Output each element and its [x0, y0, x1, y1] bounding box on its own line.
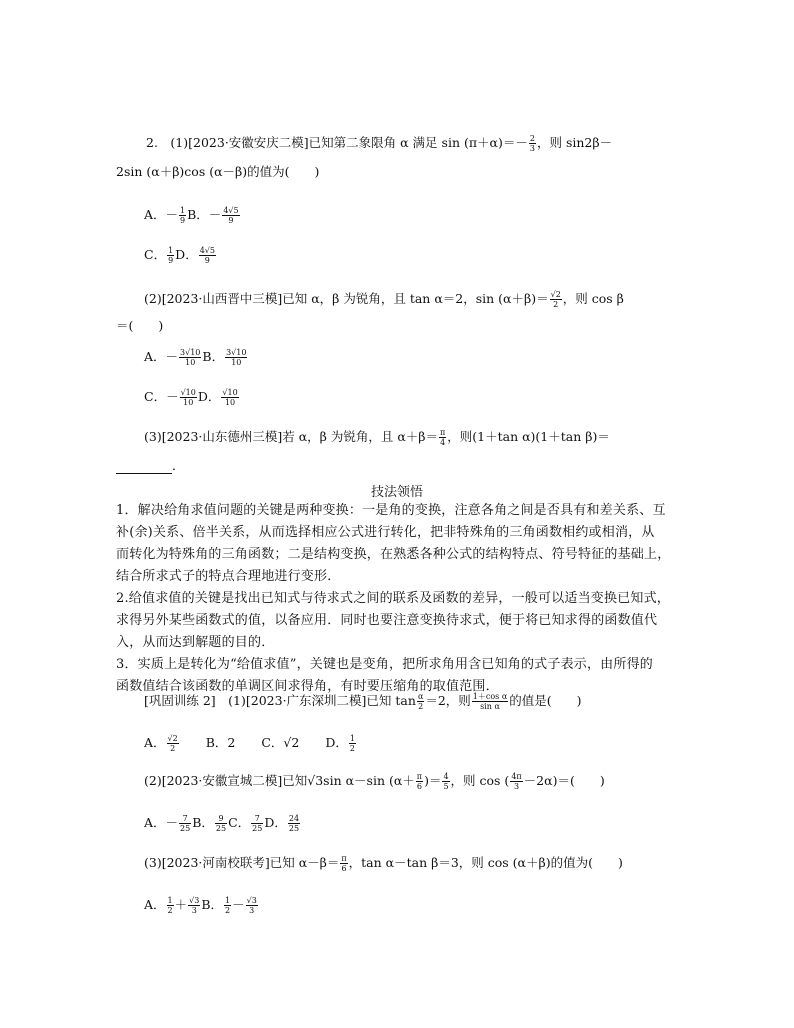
q2-part2-line1: (2)[2023·山西晋中三模]已知 α，β 为锐角，且 tan α＝2，sin (α＋β)＝ $\frac{√2}{2}$ ，则 cos β [144, 290, 624, 309]
fraction: $\frac{4√5}{9}$ [223, 206, 239, 225]
tips-line: 函数值结合该函数的单调区间求得角，有时要压缩角的取值范围． [116, 679, 499, 694]
fraction: $\frac{\alpha}{2}$ [417, 692, 424, 711]
q2-part1-options-cd: C． $\frac{1}{9}$ D． $\frac{4√5}{9}$ [144, 246, 215, 265]
fraction: $\frac{√3}{3}$ [189, 896, 200, 915]
fraction: $\frac{1}{2}$ [349, 734, 355, 753]
tips-line: 3．实质上是转化为“给值求值”，关键也是变角，把所求角用含已知角的式子表示，由所得的 [116, 657, 653, 672]
tips-line: 求得另外某些函数式的值，以备应用．同时也要注意变换待求式，便于将已知求得的函数值代 [116, 613, 658, 628]
fraction: $\frac{1}{2}$ [167, 896, 173, 915]
practice-part3-line: (3)[2023·河南校联考]已知 α－β＝ $\frac{\pi}{6}$ ，tan α－tan β＝3，则 cos (α＋β)的值为( ) [144, 854, 623, 873]
fraction: $\frac{4}{5}$ [443, 772, 449, 791]
tips-heading: 技法领悟 [370, 485, 423, 500]
answer-blank[interactable] [116, 461, 172, 474]
q2-part1-line2: 2sin (α＋β)cos (α－β)的值为( ) [116, 164, 320, 179]
fraction: $\frac{3√10}{10}$ [180, 348, 201, 367]
q2-part2-options-ab: A．－ $\frac{3√10}{10}$ B． $\frac{3√10}{10}$ [144, 348, 247, 367]
q2-part1-options-ab: A．－ $\frac{1}{9}$ B．－ $\frac{4√5}{9}$ [144, 206, 239, 225]
fraction: $\frac{\pi}{6}$ [341, 854, 347, 873]
fraction: $\frac{1}{9}$ [168, 246, 174, 265]
fraction: $\frac{24}{25}$ [288, 814, 300, 833]
q2-part3-line2: ． [116, 458, 185, 474]
fraction: $\frac{7}{25}$ [252, 814, 263, 833]
fraction: $\frac{1}{9}$ [180, 206, 186, 225]
practice-part1-options: A． $\frac{√2}{2}$ B．2 C．√2 D． $\frac{1}{2}$ [144, 734, 355, 753]
tips-line: 2.给值求值的关键是找出已知式与待求式之间的联系及函数的差异，一般可以适当变换已知式， [116, 591, 671, 606]
practice-part1-line: [巩固训练 2] (1)[2023·广东深圳二模]已知 tan $\frac{\alpha}{2}$ ＝2，则 $\frac{\text{1＋cos α}}{\text{sin α}}$ 的值是( ) [144, 692, 582, 711]
fraction: $\frac{4\pi}{3}$ [511, 772, 522, 791]
fraction: $\frac{√2}{2}$ [167, 734, 178, 753]
fraction: $\frac{√10}{10}$ [180, 388, 196, 407]
practice-part3-options: A． $\frac{1}{2}$ ＋ $\frac{√3}{3}$ B． $\frac{1}{2}$ － $\frac{√3}{3}$ [144, 896, 257, 915]
fraction: $\frac{1}{2}$ [225, 896, 231, 915]
tips-line: 入，从而达到解题的目的． [116, 635, 275, 650]
q2-part2-line2: ＝( ) [116, 318, 164, 333]
q2-part1-line1: 2. (1)[2023·安徽安庆二模]已知第二象限角 α 满足 sin (π＋α)＝－ $\frac{2}{3}$ ，则 sin2β－ [146, 134, 613, 153]
tips-line: 补(余)关系、倍半关系，从而选择相应公式进行转化，把非特殊角的三角函数相约或相消，从 [116, 525, 655, 540]
fraction: $\frac{√10}{10}$ [222, 388, 238, 407]
fraction: $\frac{√3}{3}$ [246, 896, 257, 915]
fraction: $\frac{\text{1＋cos α}}{\text{sin α}}$ [472, 692, 508, 711]
fraction: $\frac{\pi}{6}$ [416, 772, 423, 791]
fraction: $\frac{4√5}{9}$ [199, 246, 215, 265]
fraction: $\frac{\pi}{4}$ [440, 428, 446, 447]
q2-part2-options-cd: C．－ $\frac{√10}{10}$ D． $\frac{√10}{10}$ [144, 388, 238, 407]
tips-line: 结合所求式子的特点合理地进行变形． [116, 569, 341, 584]
fraction: $\frac{9}{25}$ [215, 814, 227, 833]
fraction: $\frac{3√10}{10}$ [226, 348, 247, 367]
fraction: $\frac{2}{3}$ [529, 134, 535, 153]
tips-line: 而转化为特殊角的三角函数；二是结构变换，在熟悉各种公式的结构特点、符号特征的基础上， [116, 547, 671, 562]
practice-part2-options: A．－ $\frac{7}{25}$ B． $\frac{9}{25}$ C． $\frac{7}{25}$ D． $\frac{24}{25}$ [144, 814, 300, 833]
tips-line: 1．解决给角求值问题的关键是两种变换：一是角的变换，注意各角之间是否具有和差关系、互 [116, 503, 666, 518]
fraction: $\frac{√2}{2}$ [550, 290, 561, 309]
practice-part2-line: (2)[2023·安徽宣城二模]已知√3sin α－sin (α＋ $\frac{\pi}{6}$ )＝ $\frac{4}{5}$ ，则 cos ( $\frac{4\pi}{3}$ －2α)＝( ) [144, 772, 605, 791]
fraction: $\frac{7}{25}$ [180, 814, 191, 833]
q2-part3-line1: (3)[2023·山东德州三模]若 α，β 为锐角，且 α＋β＝ $\frac{\pi}{4}$ ，则(1＋tan α)(1＋tan β)＝ [144, 428, 610, 447]
